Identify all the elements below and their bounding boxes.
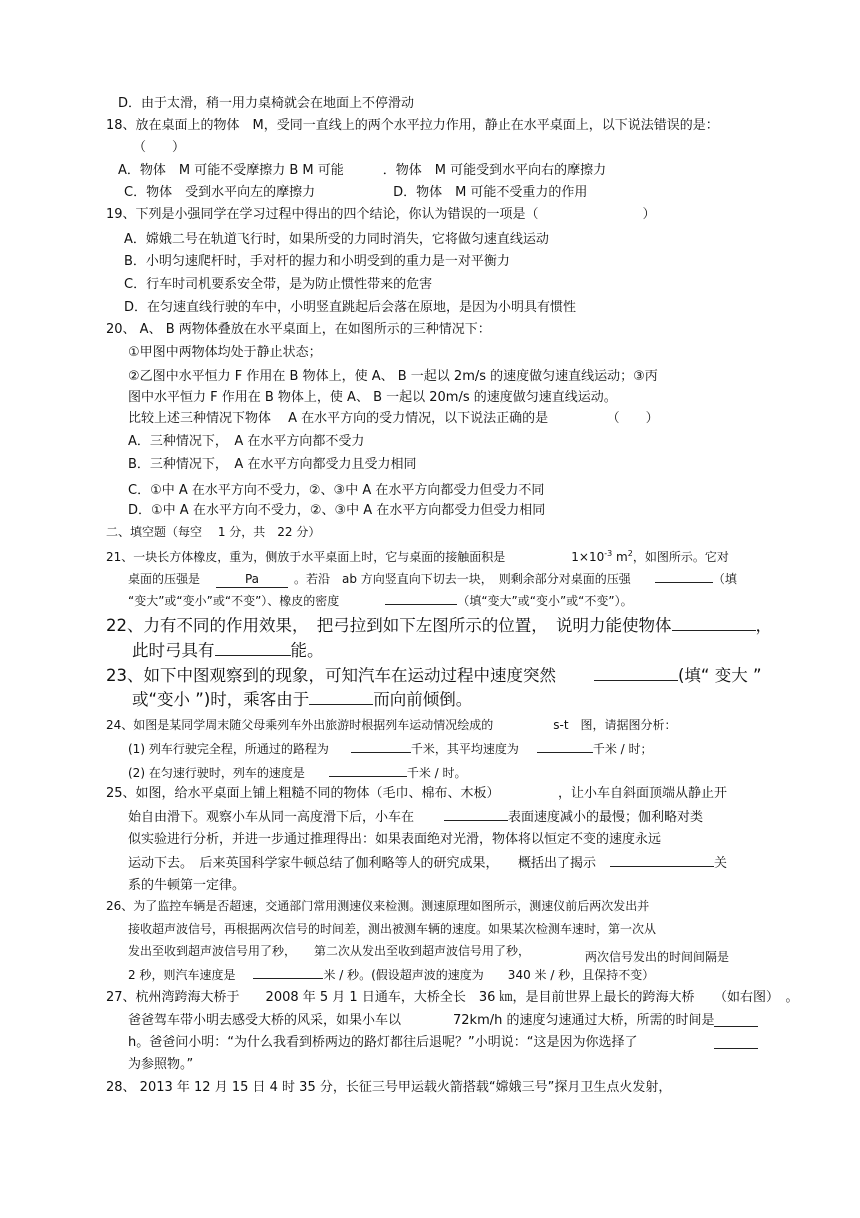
q21-pressure-blank[interactable] [216, 571, 288, 588]
q24-stem: 24、如图是某同学周末随父母乘列车外出旅游时根据列车运动情况绘成的 s-t 图，请据图分析： [106, 718, 677, 732]
q26-line-4 [128, 966, 654, 983]
q21-line-1 [106, 546, 729, 565]
q22-energy-label: 此时弓具有 [132, 641, 215, 660]
q25-relation-blank[interactable] [610, 854, 714, 867]
q26-line-2: 接收超声波信号，再根据两次信号的时间差，测出被测车辆的速度。如果某次检测车速时，第一次从 [128, 922, 657, 936]
q27-line-2: 爸爸驾车带小明去感受大桥的风采，如果小车以 72km/h 的速度匀速通过大桥，所需的时间是 [128, 1013, 715, 1028]
q20-option-b: B．三种情况下， A 在水平方向都受力且受力相同 [128, 457, 417, 472]
q20-option-d: D．①中 A 在水平方向不受力，②、③中 A 在水平方向都受力但受力相同 [128, 503, 546, 518]
q26-line-3: 发出至收到超声波信号用了秒， 第二次从发出至收到超声波信号用了秒， [128, 944, 531, 958]
q23-speed-blank[interactable] [594, 664, 678, 681]
q25-line-4 [128, 854, 727, 873]
q21-area-exponent: -3 [604, 549, 613, 558]
q19-option-a: A．嫦娥二号在轨道飞行时，如果所受的力同时消失，它将做匀速直线运动 [124, 232, 549, 247]
q21-remaining-pressure-blank[interactable] [655, 570, 713, 583]
q25-relation-tail: 关 [714, 856, 728, 871]
q20-case-3: 图中水平恒力 F 作用在 B 物体上，使 A、 B 一起以 20m/s 的速度做匀速直线运动。 [128, 390, 617, 405]
q25-line-1: 25、如图，给水平桌面上铺上粗糙不同的物体（毛巾、棉布、木板） ，让小车自斜面顶端从静止开 [106, 786, 728, 801]
q24-uniform-label: (2) 在匀速行驶时，列车的速度是 [128, 766, 305, 780]
q27-reference-blank[interactable] [714, 1036, 758, 1049]
q26-line-1: 26、为了监控车辆是否超速，交通部门常用测速仪来检测。测速原理如图所示，测速仪前后两次发出并 [106, 899, 650, 913]
q19-stem: 19、下列是小强同学在学习过程中得出的四个结论，你认为错误的一项是（ ） [106, 207, 656, 222]
q25-surface-blank[interactable] [444, 808, 508, 821]
q27-line-1: 27、杭州湾跨海大桥于 2008 年 5 月 1 日通车，大桥全长 36 ㎞，是目前世界上最长的跨海大桥 （如右图） 。 [106, 990, 799, 1005]
q21-density-label: “变大”或“变小”或“不变”）、橡皮的密度 [128, 594, 340, 608]
q18-stem: 18、放在桌面上的物体 M，受同一直线上的两个水平拉力作用，静止在水平桌面上，以下说法错误的是： [106, 118, 719, 133]
q19-option-c: C．行车时司机要系安全带，是为防止惯性带来的危害 [124, 277, 433, 292]
q23-reason-blank[interactable] [309, 688, 373, 705]
q21-fill-hint: （填 [712, 572, 737, 586]
q26-interval-label: 两次信号发出的时间间隔是 [585, 950, 730, 964]
q27-time-blank[interactable] [714, 1014, 758, 1027]
q19-option-b: B．小明匀速爬杆时，手对杆的握力和小明受到的重力是一对平衡力 [124, 254, 510, 269]
q22-stem: 22、力有不同的作用效果， 把弓拉到如下左图所示的位置， 说明力能使物体 [106, 616, 672, 635]
q22-line-2 [132, 639, 324, 662]
q21-area-unit: m [612, 550, 628, 564]
q26-speed-label: 2 秒，则汽车速度是 [128, 968, 236, 982]
q21-line-2 [128, 570, 737, 588]
q23-text: 或“变小 ”)时，乘客由于 [132, 690, 310, 709]
q24-distance-label: (1) 列车行驶完全程，所通过的路程为 [128, 742, 329, 756]
q18-answer-paren: （ ） [133, 140, 186, 155]
q20-case-1: ①甲图中两物体均处于静止状态； [128, 345, 322, 360]
q21-stem: 21、一块长方体橡皮，重为，侧放于水平桌面上时，它与桌面的接触面积是 [106, 550, 506, 564]
q24-average-speed-blank[interactable] [537, 740, 593, 753]
q28-stem: 28、 2013 年 12 月 15 日 4 时 35 分，长征三号甲运载火箭搭载“嫦娥三号”探月卫生点火发射， [106, 1080, 672, 1095]
q26-speed-blank[interactable] [253, 966, 323, 979]
q21-pressure-label: 桌面的压强是 [128, 572, 201, 586]
q21-density-blank[interactable] [385, 592, 457, 605]
q22-energy-tail: 能。 [290, 641, 324, 660]
q20-option-c: C．①中 A 在水平方向不受力，②、③中 A 在水平方向都受力但受力不同 [128, 483, 545, 498]
q22-line-1 [106, 614, 772, 637]
q19-option-d: D．在匀速直线行驶的车中，小明竖直跳起后会落在原地，是因为小明具有惯性 [124, 300, 577, 315]
q21-cut-text: 。若沿 ab 方向竖直向下切去一块， 则剩余部分对桌面的压强 [294, 572, 631, 586]
q21-density-hint: （填“变大”或“变小”或“不变”）。 [457, 594, 633, 608]
q24-speed-unit: 千米 / 时； [592, 742, 653, 756]
q27-line-3: h。爸爸问小明：“为什么我看到桥两边的路灯都往后退呢？”小明说：“这是因为你选择了 [128, 1035, 638, 1050]
q20-case-2: ②乙图中水平恒力 F 作用在 B 物体上，使 A、 B 一起以 2m/s 的速度做匀速直线运动；③丙 [128, 369, 658, 384]
q24-distance-blank[interactable] [351, 740, 411, 753]
q25-surface-label: 始自由滑下。观察小车从同一高度滑下后，小车在 [128, 810, 415, 825]
q21-area-unit-exponent: 2 [627, 549, 633, 558]
q20-stem: 20、 A、 B 两物体叠放在水平桌面上，在如图所示的三种情况下： [106, 322, 491, 337]
q21-stem-tail: ，如图所示。它对 [632, 550, 729, 564]
q22-effect-blank[interactable] [672, 614, 756, 631]
q21-pressure-unit: Pa [244, 572, 260, 586]
section-fill-in-title: 二、填空题（每空 1 分，共 22 分） [106, 525, 321, 539]
q25-newton-label: 运动下去。 后来英国科学家牛顿总结了伽利略等人的研究成果， 概括出了揭示 [128, 856, 597, 871]
q25-line-2 [128, 808, 703, 827]
q24-speed-label: 千米，其平均速度为 [410, 742, 519, 756]
q24-part-1 [128, 740, 653, 757]
q23-fill-hint: (填“ 变大 ” [678, 666, 762, 685]
q20-option-a: A．三种情况下， A 在水平方向都不受力 [128, 434, 365, 449]
q22-energy-blank[interactable] [215, 639, 291, 656]
q18-options-cd: C．物体 受到水平向左的摩擦力 D．物体 M 可能不受重力的作用 [124, 185, 588, 200]
q23-line-1 [106, 664, 762, 687]
q23-tail: 而向前倾倒。 [373, 690, 473, 709]
q21-area: 1×10 [571, 550, 605, 564]
q23-stem: 23、如下中图观察到的现象，可知汽车在运动过程中速度突然 [106, 666, 556, 685]
q18-options-ab: A．物体 M 可能不受摩擦力 B M 可能 ．物体 M 可能受到水平向右的摩擦力 [118, 163, 607, 178]
q22-comma: ， [755, 616, 772, 635]
q23-line-2 [132, 688, 472, 711]
q24-part-2 [128, 764, 467, 781]
q20-compare: 比较上述三种情况下物体 A 在水平方向的受力情况，以下说法正确的是 （ ） [128, 411, 659, 426]
q21-line-3 [128, 592, 633, 609]
q26-speed-tail: 米 / 秒。(假设超声波的速度为 340 米 / 秒，且保持不变） [323, 968, 655, 982]
q27-line-4: 为参照物。” [128, 1057, 194, 1072]
q25-line-5: 系的牛顿第一定律。 [128, 878, 246, 893]
q25-line-3: 似实验进行分析，并进一步通过推理得出：如果表面绝对光滑，物体将以恒定不变的速度永远 [128, 832, 662, 847]
q25-surface-tail: 表面速度减小的最慢；伽利略对类 [508, 810, 704, 825]
q24-uniform-speed-blank[interactable] [329, 764, 407, 777]
q24-uniform-unit: 千米 / 时。 [406, 766, 467, 780]
q17-option-d: D．由于太滑，稍一用力桌椅就会在地面上不停滑动 [118, 96, 415, 111]
